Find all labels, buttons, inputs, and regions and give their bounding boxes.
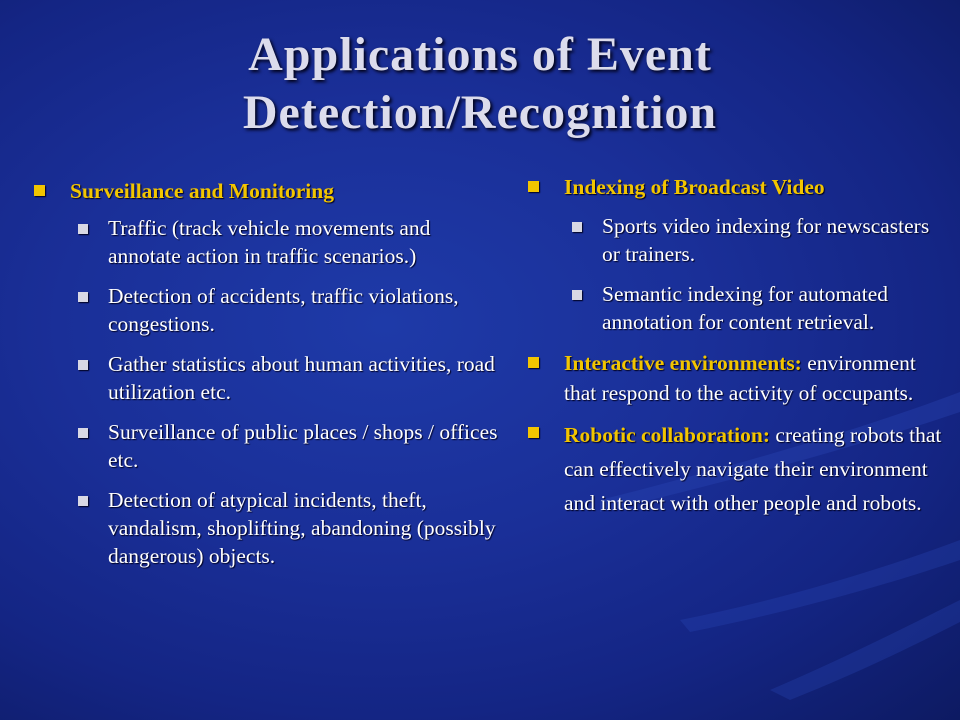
interactive-text: environment that respond to the activity of occupants. [564, 351, 916, 405]
surveillance-heading: Surveillance and Monitoring [70, 179, 334, 203]
robotic-text: creating robots that can effectively navigate their environment and interact with other people and robots. [564, 423, 942, 515]
interactive-environments-item [528, 348, 948, 408]
indexing-heading-item [528, 172, 948, 202]
right-column [528, 172, 948, 530]
title-line-1: Applications of Event [248, 28, 712, 81]
list-item-text: Detection of accidents, traffic violations, congestions. [108, 284, 459, 336]
list-item-text: Surveillance of public places / shops / offices etc. [108, 420, 498, 472]
square-bullet-icon [528, 181, 539, 192]
square-bullet-icon [34, 185, 45, 196]
square-bullet-icon [572, 290, 582, 300]
robotic-heading: Robotic collaboration: [564, 423, 771, 447]
list-item [78, 350, 504, 406]
title-line-2: Detection/Recognition [242, 86, 718, 139]
square-bullet-icon [78, 224, 88, 234]
interactive-heading: Interactive environments: [564, 351, 802, 375]
list-item-text: Gather statistics about human activities, road utilization etc. [108, 352, 495, 404]
indexing-heading: Indexing of Broadcast Video [564, 175, 825, 199]
list-item-text: Sports video indexing for newscasters or trainers. [602, 214, 930, 266]
robotic-collaboration-item [528, 418, 948, 520]
square-bullet-icon [572, 222, 582, 232]
square-bullet-icon [528, 357, 539, 368]
left-column [34, 176, 504, 582]
list-item [78, 282, 504, 338]
surveillance-heading-item [34, 176, 504, 206]
list-item [78, 214, 504, 270]
list-item-text: Detection of atypical incidents, theft, vandalism, shoplifting, abandoning (possibly dangerous) objects. [108, 488, 496, 568]
list-item [572, 212, 948, 268]
square-bullet-icon [78, 292, 88, 302]
list-item-text: Traffic (track vehicle movements and annotate action in traffic scenarios.) [108, 216, 431, 268]
list-item-text: Semantic indexing for automated annotation for content retrieval. [602, 282, 888, 334]
square-bullet-icon [78, 428, 88, 438]
square-bullet-icon [78, 360, 88, 370]
square-bullet-icon [78, 496, 88, 506]
square-bullet-icon [528, 427, 539, 438]
slide-title [0, 26, 960, 142]
list-item [78, 486, 504, 570]
list-item [78, 418, 504, 474]
list-item [572, 280, 948, 336]
